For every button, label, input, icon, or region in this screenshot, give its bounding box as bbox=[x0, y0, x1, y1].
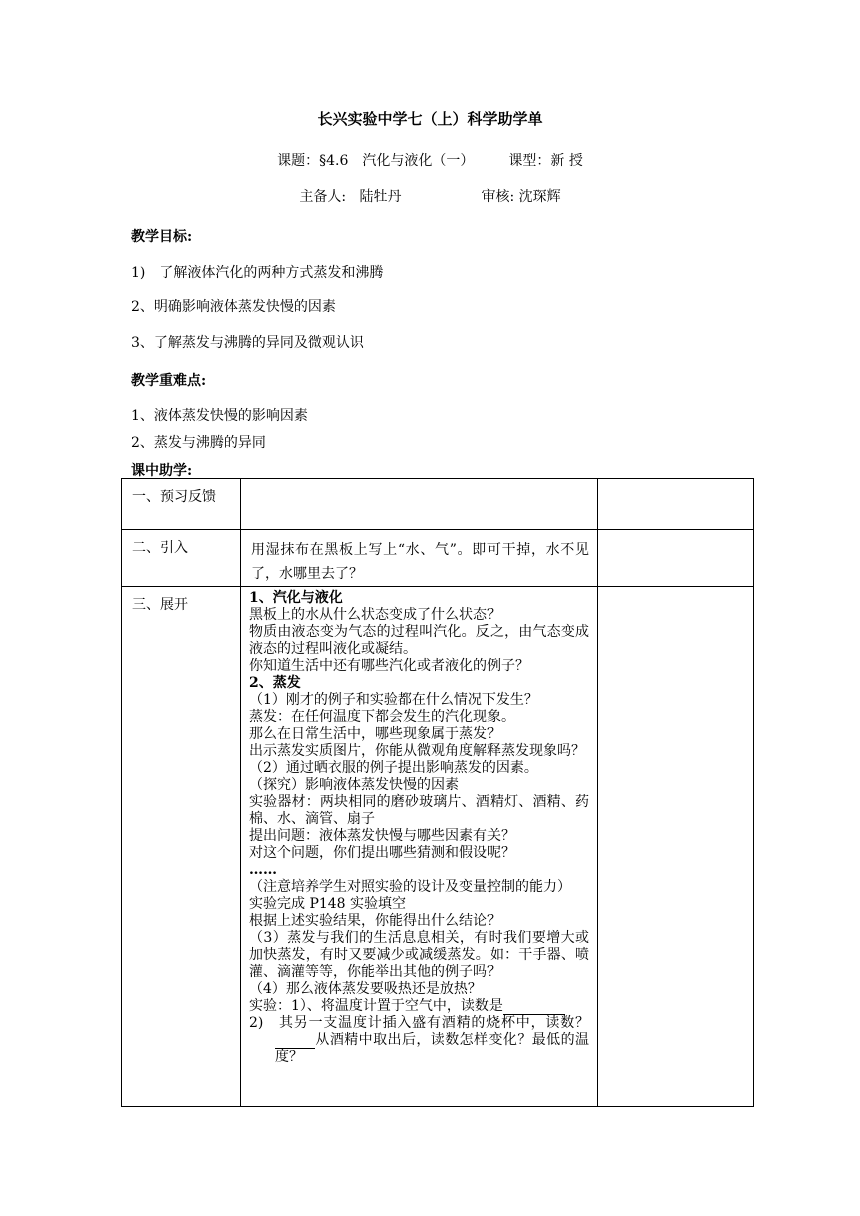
content-line: （3）蒸发与我们的生活息息相关，有时我们要增大或加快蒸发，有时又要减少或减缓蒸发。如：干手器、喷灌、滴灌等等，你能举出其他的例子吗？ bbox=[249, 930, 589, 980]
content-line: 出示蒸发实质图片，你能从微观角度解释蒸发现象吗？ bbox=[249, 743, 585, 759]
development-content bbox=[241, 587, 597, 1066]
topic-value: §4.6 汽化与液化（一） bbox=[319, 153, 475, 169]
content-line: 你知道生活中还有哪些汽化或者液化的例子？ bbox=[249, 658, 529, 674]
intro-text: 用湿抹布在黑板上写上“水、气”。即可干掉，水不见了，水哪里去了？ bbox=[251, 542, 589, 582]
topic-label: 课题： bbox=[277, 153, 320, 169]
content-line: （1）刚才的例子和实验都在什么情况下发生？ bbox=[249, 692, 538, 708]
content-line: 那么在日常生活中，哪些现象属于蒸发？ bbox=[249, 726, 501, 742]
row-label: 二、引入 bbox=[132, 540, 188, 556]
section-heading: 1、汽化与液化 bbox=[249, 590, 343, 606]
content-line: 提出问题：液体蒸发快慢与哪些因素有关？ bbox=[249, 828, 515, 844]
row-label-cell bbox=[122, 587, 241, 1107]
key-point-item: 2、蒸发与沸腾的异同 bbox=[131, 435, 266, 451]
objectives-heading: 教学目标: bbox=[131, 229, 193, 245]
row-content-cell bbox=[241, 530, 598, 587]
reviewer-name: 沈琛辉 bbox=[518, 189, 561, 205]
experiment-step: 2) 其另一支温度计插入盛有酒精的烧杯中，读数？ bbox=[249, 1015, 589, 1031]
content-line: 蒸发：在任何温度下都会发生的汽化现象。 bbox=[249, 709, 515, 725]
row-content-cell bbox=[241, 587, 598, 1107]
lesson-info-line bbox=[0, 150, 860, 170]
objective-item: 2、明确影响液体蒸发快慢的因素 bbox=[131, 299, 336, 315]
content-line: 物质由液态变为气态的过程叫汽化。反之，由气态变成液态的过程叫液化或凝结。 bbox=[249, 624, 589, 657]
content-line bbox=[249, 998, 589, 1015]
row-label-cell bbox=[122, 530, 241, 587]
section-heading: 2、蒸发 bbox=[249, 675, 301, 691]
ellipsis-line: …… bbox=[249, 862, 277, 878]
row-label: 三、展开 bbox=[132, 597, 188, 613]
document-title: 长兴实验中学七（上）科学助学单 bbox=[317, 110, 543, 128]
content-line: 根据上述实验结果，你能得出什么结论？ bbox=[249, 913, 501, 929]
preparer-name: 陆牡丹 bbox=[359, 189, 402, 205]
key-point-item: 1、液体蒸发快慢的影响因素 bbox=[131, 408, 308, 424]
row-label: 一、预习反馈 bbox=[132, 489, 216, 505]
content-line bbox=[249, 1015, 589, 1066]
content-line: （探究）影响液体蒸发快慢的因素 bbox=[249, 777, 459, 793]
row-label-cell bbox=[122, 479, 241, 530]
class-help-heading: 课中助学: bbox=[131, 463, 193, 479]
table-row bbox=[122, 587, 754, 1107]
content-line: 黑板上的水从什么状态变成了什么状态？ bbox=[249, 607, 501, 623]
content-line: （注意培养学生对照实验的设计及变量控制的能力） bbox=[249, 879, 571, 895]
notes-cell bbox=[598, 530, 754, 587]
row-content-cell bbox=[241, 479, 598, 530]
row-content bbox=[241, 479, 597, 482]
key-points-heading: 教学重难点: bbox=[131, 373, 207, 389]
notes-cell bbox=[598, 479, 754, 530]
reviewer-label: 审核: bbox=[481, 189, 515, 205]
table-row bbox=[122, 479, 754, 530]
objective-item: 3、了解蒸发与沸腾的异同及微观认识 bbox=[131, 335, 364, 351]
content-line: 实验完成 P148 实验填空 bbox=[249, 896, 407, 912]
author-info-line bbox=[0, 186, 860, 206]
content-line: （2）通过晒衣服的例子提出影响蒸发的因素。 bbox=[249, 760, 538, 776]
lesson-type-label: 课型： bbox=[508, 153, 551, 169]
preparer-label: 主备人: bbox=[299, 189, 347, 205]
experiment-step: 实验：1）、将温度计置于空气中，读数是 bbox=[249, 998, 503, 1014]
notes-cell bbox=[598, 587, 754, 1107]
content-line: （4）那么液体蒸发要吸热还是放热？ bbox=[249, 981, 482, 997]
lesson-table bbox=[121, 478, 754, 1107]
content-line: 实验器材：两块相同的磨砂玻璃片、酒精灯、酒精、药棉、水、滴管、扇子 bbox=[249, 794, 589, 827]
table-row bbox=[122, 530, 754, 587]
lesson-type-value: 新 授 bbox=[550, 153, 583, 169]
content-line: 对这个问题，你们提出哪些猜测和假设呢？ bbox=[249, 845, 515, 861]
experiment-step: 从酒精中取出后，读数怎样变化？最低的温度？ bbox=[275, 1032, 589, 1065]
objective-item: 1) 了解液体汽化的两种方式蒸发和沸腾 bbox=[131, 265, 384, 281]
